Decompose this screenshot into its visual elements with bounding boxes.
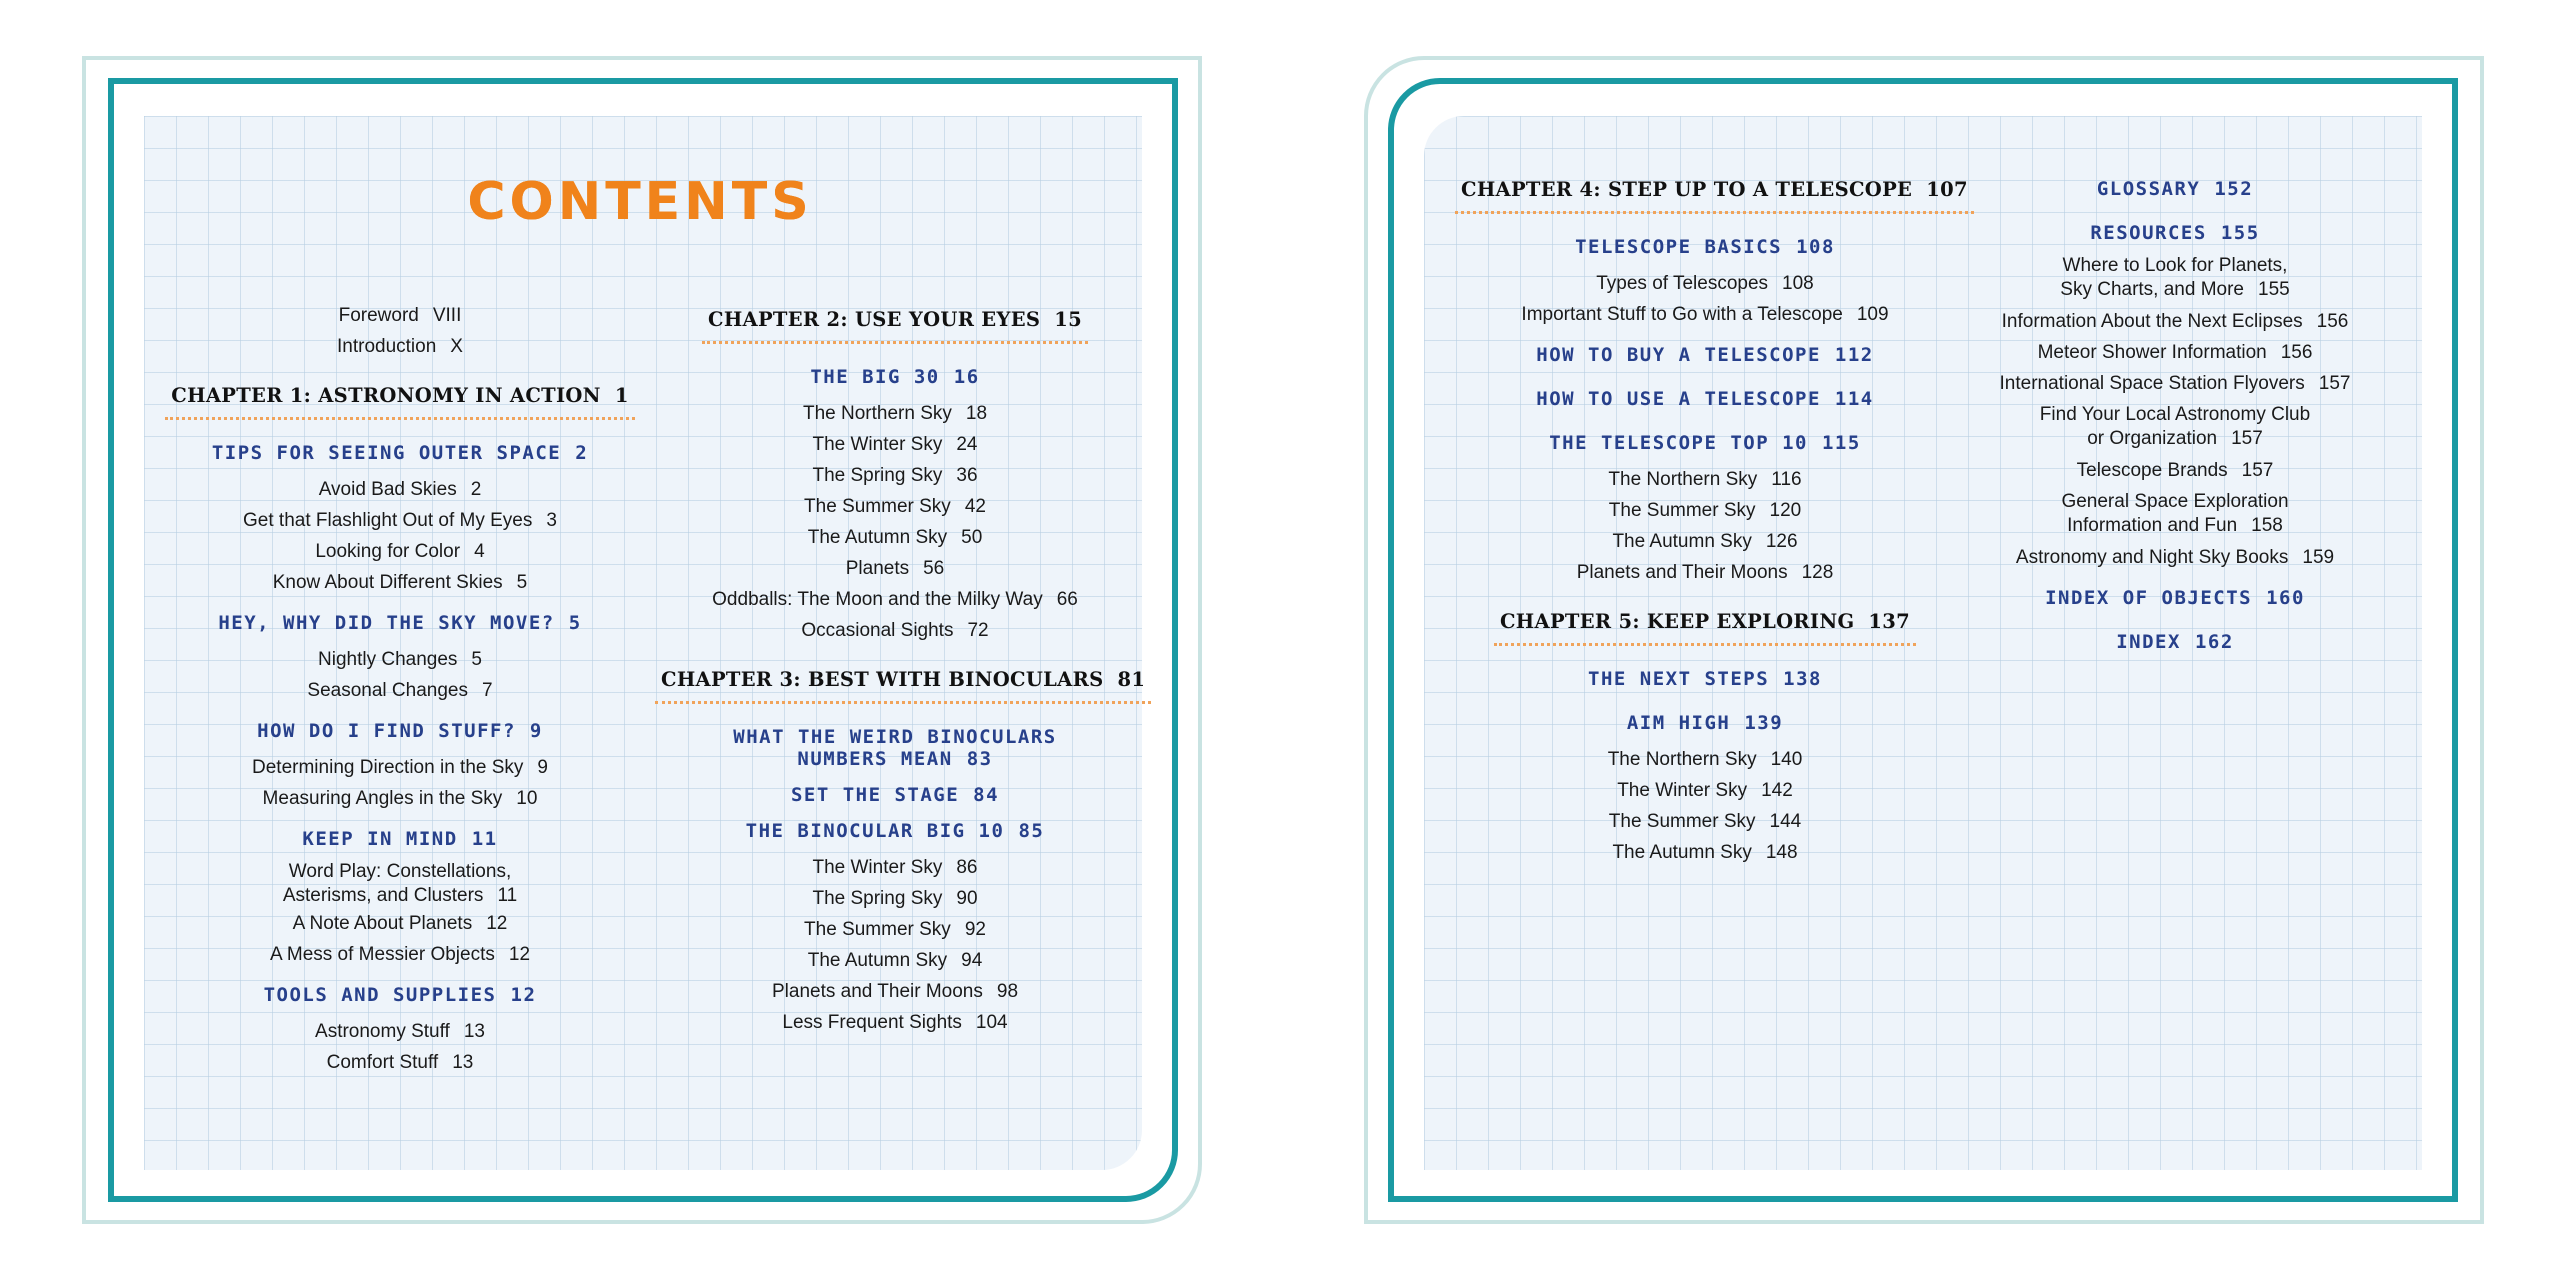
toc-entry[interactable]: Know About Different Skies 5 (272, 572, 528, 593)
toc-entry-foreword[interactable]: Foreword VIII (338, 305, 462, 326)
toc-entry[interactable]: Important Stuff to Go with a Telescope 109 (1521, 304, 1889, 325)
section-heading[interactable]: THE TELESCOPE TOP 10 115 (1549, 432, 1861, 454)
toc-entry[interactable]: International Space Station Flyovers 157 (1999, 373, 2351, 394)
toc-entry[interactable]: The Autumn Sky 94 (807, 950, 983, 971)
toc-entry[interactable]: The Winter Sky 24 (812, 434, 978, 455)
section-heading[interactable]: HEY, WHY DID THE SKY MOVE? 5 (218, 612, 582, 634)
toc-entry[interactable]: The Spring Sky 36 (812, 465, 978, 486)
section-heading-index-of-objects[interactable]: INDEX OF OBJECTS 160 (2045, 587, 2305, 609)
toc-entry[interactable]: The Summer Sky 42 (804, 496, 986, 517)
toc-entry[interactable]: Get that Flashlight Out of My Eyes 3 (243, 510, 557, 531)
section-heading[interactable]: TOOLS AND SUPPLIES 12 (263, 984, 537, 1006)
section-heading[interactable]: AIM HIGH 139 (1626, 712, 1784, 734)
toc-entry-introduction[interactable]: Introduction X (337, 336, 463, 357)
toc-entry[interactable]: The Northern Sky 116 (1608, 469, 1802, 490)
toc-entry[interactable]: Seasonal Changes 7 (307, 680, 493, 701)
section-heading[interactable]: TIPS FOR SEEING OUTER SPACE 2 (211, 442, 589, 464)
toc-entry[interactable]: Planets and Their Moons 128 (1576, 562, 1834, 583)
toc-column-4 (1975, 178, 2375, 653)
toc-entry[interactable]: Where to Look for Planets, Sky Charts, and More 155 (2060, 255, 2290, 300)
toc-column-2 (655, 308, 1146, 1038)
toc-entry[interactable]: Looking for Color 4 (315, 541, 485, 562)
toc-entry[interactable]: The Winter Sky 86 (812, 857, 978, 878)
section-heading[interactable]: THE BIG 30 16 (810, 366, 980, 388)
toc-entry[interactable]: The Autumn Sky 148 (1612, 842, 1798, 863)
toc-entry[interactable]: The Summer Sky 120 (1608, 500, 1802, 521)
toc-entry[interactable]: Avoid Bad Skies 2 (318, 479, 482, 500)
toc-entry[interactable]: The Summer Sky 92 (804, 919, 986, 940)
toc-entry[interactable]: Measuring Angles in the Sky 10 (262, 788, 538, 809)
toc-entry[interactable]: Astronomy and Night Sky Books 159 (2015, 547, 2335, 568)
section-heading-glossary[interactable]: GLOSSARY 152 (2096, 178, 2254, 200)
section-heading[interactable]: HOW TO USE A TELESCOPE 114 (1536, 388, 1874, 410)
chapter-heading-1[interactable]: CHAPTER 1: ASTRONOMY IN ACTION 1 (165, 384, 634, 420)
toc-entry[interactable]: The Autumn Sky 126 (1612, 531, 1798, 552)
chapter-heading-4[interactable]: CHAPTER 4: STEP UP TO A TELESCOPE 107 (1455, 178, 1974, 214)
toc-entry[interactable]: The Autumn Sky 50 (807, 527, 983, 548)
toc-entry[interactable]: A Mess of Messier Objects 12 (269, 944, 531, 965)
toc-entry[interactable]: The Spring Sky 90 (812, 888, 978, 909)
toc-entry[interactable]: Information About the Next Eclipses 156 (2001, 311, 2349, 332)
section-heading[interactable]: HOW TO BUY A TELESCOPE 112 (1536, 344, 1874, 366)
section-heading[interactable]: SET THE STAGE 84 (790, 784, 1000, 806)
chapter-heading-2[interactable]: CHAPTER 2: USE YOUR EYES 15 (702, 308, 1088, 344)
page-title: CONTENTS (467, 172, 813, 232)
chapter-heading-5[interactable]: CHAPTER 5: KEEP EXPLORING 137 (1494, 610, 1916, 646)
toc-entry[interactable]: Telescope Brands 157 (2076, 460, 2274, 481)
section-heading[interactable]: THE NEXT STEPS 138 (1588, 668, 1822, 690)
toc-entry[interactable]: Find Your Local Astronomy Club or Organization 157 (2039, 404, 2311, 449)
section-heading[interactable]: TELESCOPE BASICS 108 (1575, 236, 1835, 258)
section-heading[interactable]: THE BINOCULAR BIG 10 85 (745, 820, 1045, 842)
chapter-heading-3[interactable]: CHAPTER 3: BEST WITH BINOCULARS 81 (655, 668, 1151, 704)
section-heading-resources[interactable]: RESOURCES 155 (2090, 222, 2260, 244)
toc-entry[interactable]: Planets 56 (845, 558, 945, 579)
toc-entry[interactable]: Word Play: Constellations, Asterisms, and Clusters 11 (282, 861, 518, 906)
section-heading[interactable]: HOW DO I FIND STUFF? 9 (257, 720, 543, 742)
toc-entry[interactable]: Oddballs: The Moon and the Milky Way 66 (712, 589, 1078, 610)
toc-entry[interactable]: General Space Exploration Information and Fun 158 (2061, 491, 2289, 536)
toc-entry[interactable]: The Northern Sky 18 (802, 403, 988, 424)
toc-entry[interactable]: The Winter Sky 142 (1617, 780, 1793, 801)
section-heading-index[interactable]: INDEX 162 (2116, 631, 2234, 653)
toc-entry[interactable]: Nightly Changes 5 (318, 649, 482, 670)
toc-entry[interactable]: Types of Telescopes 108 (1596, 273, 1814, 294)
section-heading[interactable]: KEEP IN MIND 11 (302, 828, 498, 850)
toc-entry[interactable]: The Northern Sky 140 (1607, 749, 1803, 770)
toc-entry[interactable]: Meteor Shower Information 156 (2037, 342, 2313, 363)
toc-entry[interactable]: Occasional Sights 72 (801, 620, 989, 641)
toc-column-3 (1455, 178, 1968, 868)
section-heading[interactable]: WHAT THE WEIRD BINOCULARS NUMBERS MEAN 83 (733, 726, 1057, 770)
toc-entry[interactable]: Astronomy Stuff 13 (315, 1021, 485, 1042)
toc-entry[interactable]: Less Frequent Sights 104 (782, 1012, 1008, 1033)
toc-entry[interactable]: The Summer Sky 144 (1608, 811, 1802, 832)
toc-entry[interactable]: Comfort Stuff 13 (326, 1052, 474, 1073)
toc-column-1 (165, 300, 635, 1078)
toc-entry[interactable]: Determining Direction in the Sky 9 (252, 757, 548, 778)
toc-entry[interactable]: Planets and Their Moons 98 (771, 981, 1019, 1002)
toc-entry[interactable]: A Note About Planets 12 (292, 913, 508, 934)
